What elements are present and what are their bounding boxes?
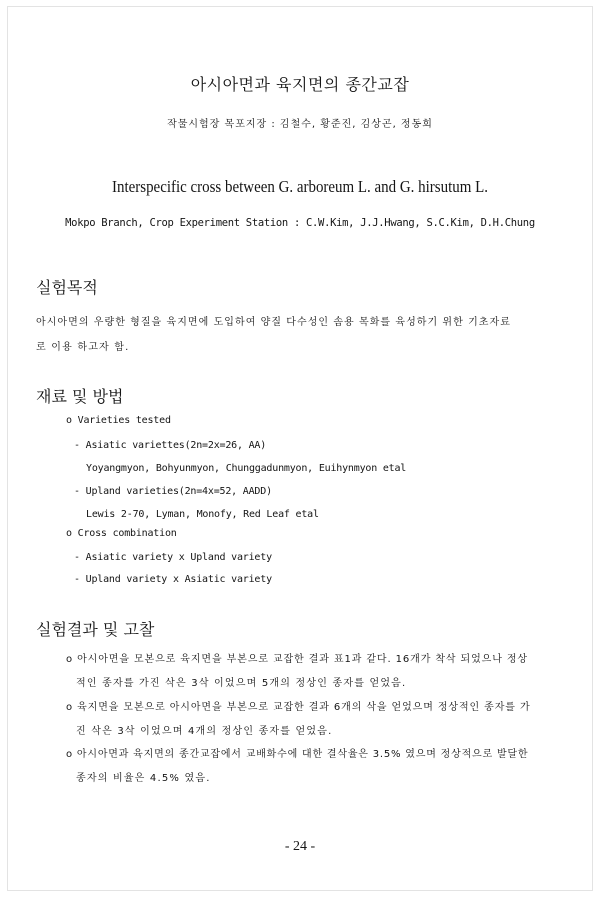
title-korean: 아시아면과 육지면의 종간교잡 (190, 75, 410, 94)
authors-english: Mokpo Branch, Crop Experiment Station : C.W.Kim, J.J.Hwang, S.C.Kim, D.H.Chung (65, 217, 535, 229)
asiatic-label: - Asiatic variettes(2n=2x=26, AA) (74, 440, 267, 451)
purpose-line-1: 아시아면의 우량한 형질을 육지면에 도입하여 양질 다수성인 솜용 목화를 육성하기 위한 기초자료 (36, 317, 511, 328)
result-3-line-2: 종자의 비율은 4.5% 였음. (76, 773, 211, 784)
result-1-line-2: 적인 종자를 가진 삭은 3삭 이었으며 5개의 정상인 종자를 얻었음. (76, 678, 407, 689)
heading-purpose: 실험목적 (36, 278, 98, 297)
cross-title: o Cross combination (66, 528, 177, 539)
asiatic-list: Yoyangmyon, Bohyunmyon, Chunggadunmyon, Euihynmyon etal (86, 463, 407, 474)
varieties-title: o Varieties tested (66, 415, 171, 426)
cross-1: - Asiatic variety x Upland variety (74, 552, 272, 563)
document-page (7, 6, 593, 891)
heading-results: 실험결과 및 고찰 (36, 620, 155, 639)
authors-korean: 작물시험장 목포지장 : 김철수, 황준진, 김상곤, 정동희 (167, 119, 433, 130)
purpose-line-2: 로 이용 하고자 함. (36, 342, 130, 353)
result-2-line-1: o 육지면을 모본으로 아시아면을 부본으로 교잡한 결과 6개의 삭을 얻었으며 정상적인 종자를 가 (66, 702, 531, 713)
upland-list: Lewis 2-70, Lyman, Monofy, Red Leaf etal (86, 509, 319, 520)
heading-methods: 재료 및 방법 (36, 387, 124, 406)
title-english: Interspecific cross between G. arboreum L. and G. hirsutum L. (112, 177, 488, 196)
result-3-line-1: o 아시아면과 육지면의 종간교잡에서 교배화수에 대한 결삭율은 3.5% 였으며 정상적으로 발달한 (66, 749, 529, 760)
page-number: - 24 - (284, 839, 316, 854)
result-1-line-1: o 아시아면을 모본으로 육지면을 부본으로 교잡한 결과 표1과 같다. 16개가 착삭 되었으나 정상 (66, 654, 528, 665)
upland-label: - Upland varieties(2n=4x=52, AADD) (74, 486, 272, 497)
result-2-line-2: 진 삭은 3삭 이었으며 4개의 정상인 종자를 얻었음. (76, 726, 333, 737)
cross-2: - Upland variety x Asiatic variety (74, 574, 272, 585)
